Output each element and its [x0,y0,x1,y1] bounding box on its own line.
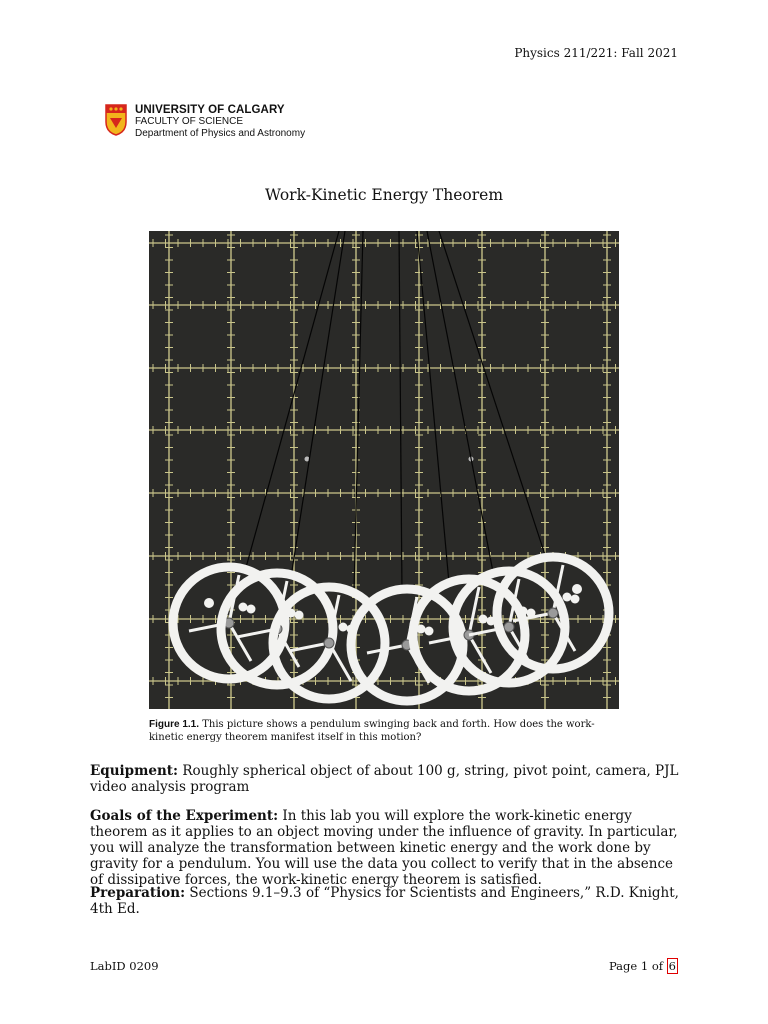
logo-department-name: Department of Physics and Astronomy [135,128,306,139]
equipment-text: Roughly spherical object of about 100 g, string, pivot point, camera, PJL video analysis program [90,763,679,795]
goals-text: In this lab you will explore the work-kinetic energy theorem as it applies to an object moving under the influence of gravity. In particular, you will analyze the transformation between kinetic energy and the work done by gravity for a pendulum. You will use the data you collect to verify that in the absence of dissipative forces, the work-kinetic energy theorem is satisfied. [90,808,678,888]
equipment-label: Equipment: [90,763,179,779]
total-pages-link[interactable]: 6 [668,959,676,973]
goals-label: Goals of the Experiment: [90,808,279,824]
disc-marker-dot [519,607,528,616]
disc-marker-dot [339,623,348,632]
goals-paragraph [90,808,680,888]
disc-marker-dot [571,595,580,604]
preparation-text: Sections 9.1–9.3 of “Physics for Scientists and Engineers,” R.D. Knight, 4th Ed. [90,885,679,917]
disc-hub [548,608,558,618]
preparation-paragraph [90,885,680,917]
disc-hub [504,622,514,632]
disc-marker-dot [239,603,248,612]
disc-marker-dot [479,615,488,624]
page-number [609,959,678,973]
course-header: Physics 211/221: Fall 2021 [514,46,678,60]
figure-caption [149,718,619,744]
disc-marker-dot [563,593,572,602]
disc-marker-dot [572,584,582,594]
university-crest-icon [105,104,127,136]
lab-id: LabID 0209 [90,959,159,973]
disc-marker-dot [204,598,214,608]
document-title: Work-Kinetic Energy Theorem [264,186,504,204]
figure-caption-text: This picture shows a pendulum swinging back and forth. How does the work-kinetic energy theorem manifest itself in this motion? [149,719,595,743]
disc-hub [324,638,334,648]
equipment-paragraph [90,763,680,795]
preparation-label: Preparation: [90,885,186,901]
disc-marker-dot [425,627,434,636]
page-number-prefix: Page 1 of [608,959,664,973]
figure-label: Figure 1.1. [149,719,200,730]
university-logo [105,104,305,140]
logo-faculty-name: FACULTY OF SCIENCE [135,116,243,127]
pendulum-photo [149,231,619,709]
disc-marker-dot [295,611,304,620]
disc-marker-dot [247,605,256,614]
logo-university-name: UNIVERSITY OF CALGARY [135,104,285,116]
